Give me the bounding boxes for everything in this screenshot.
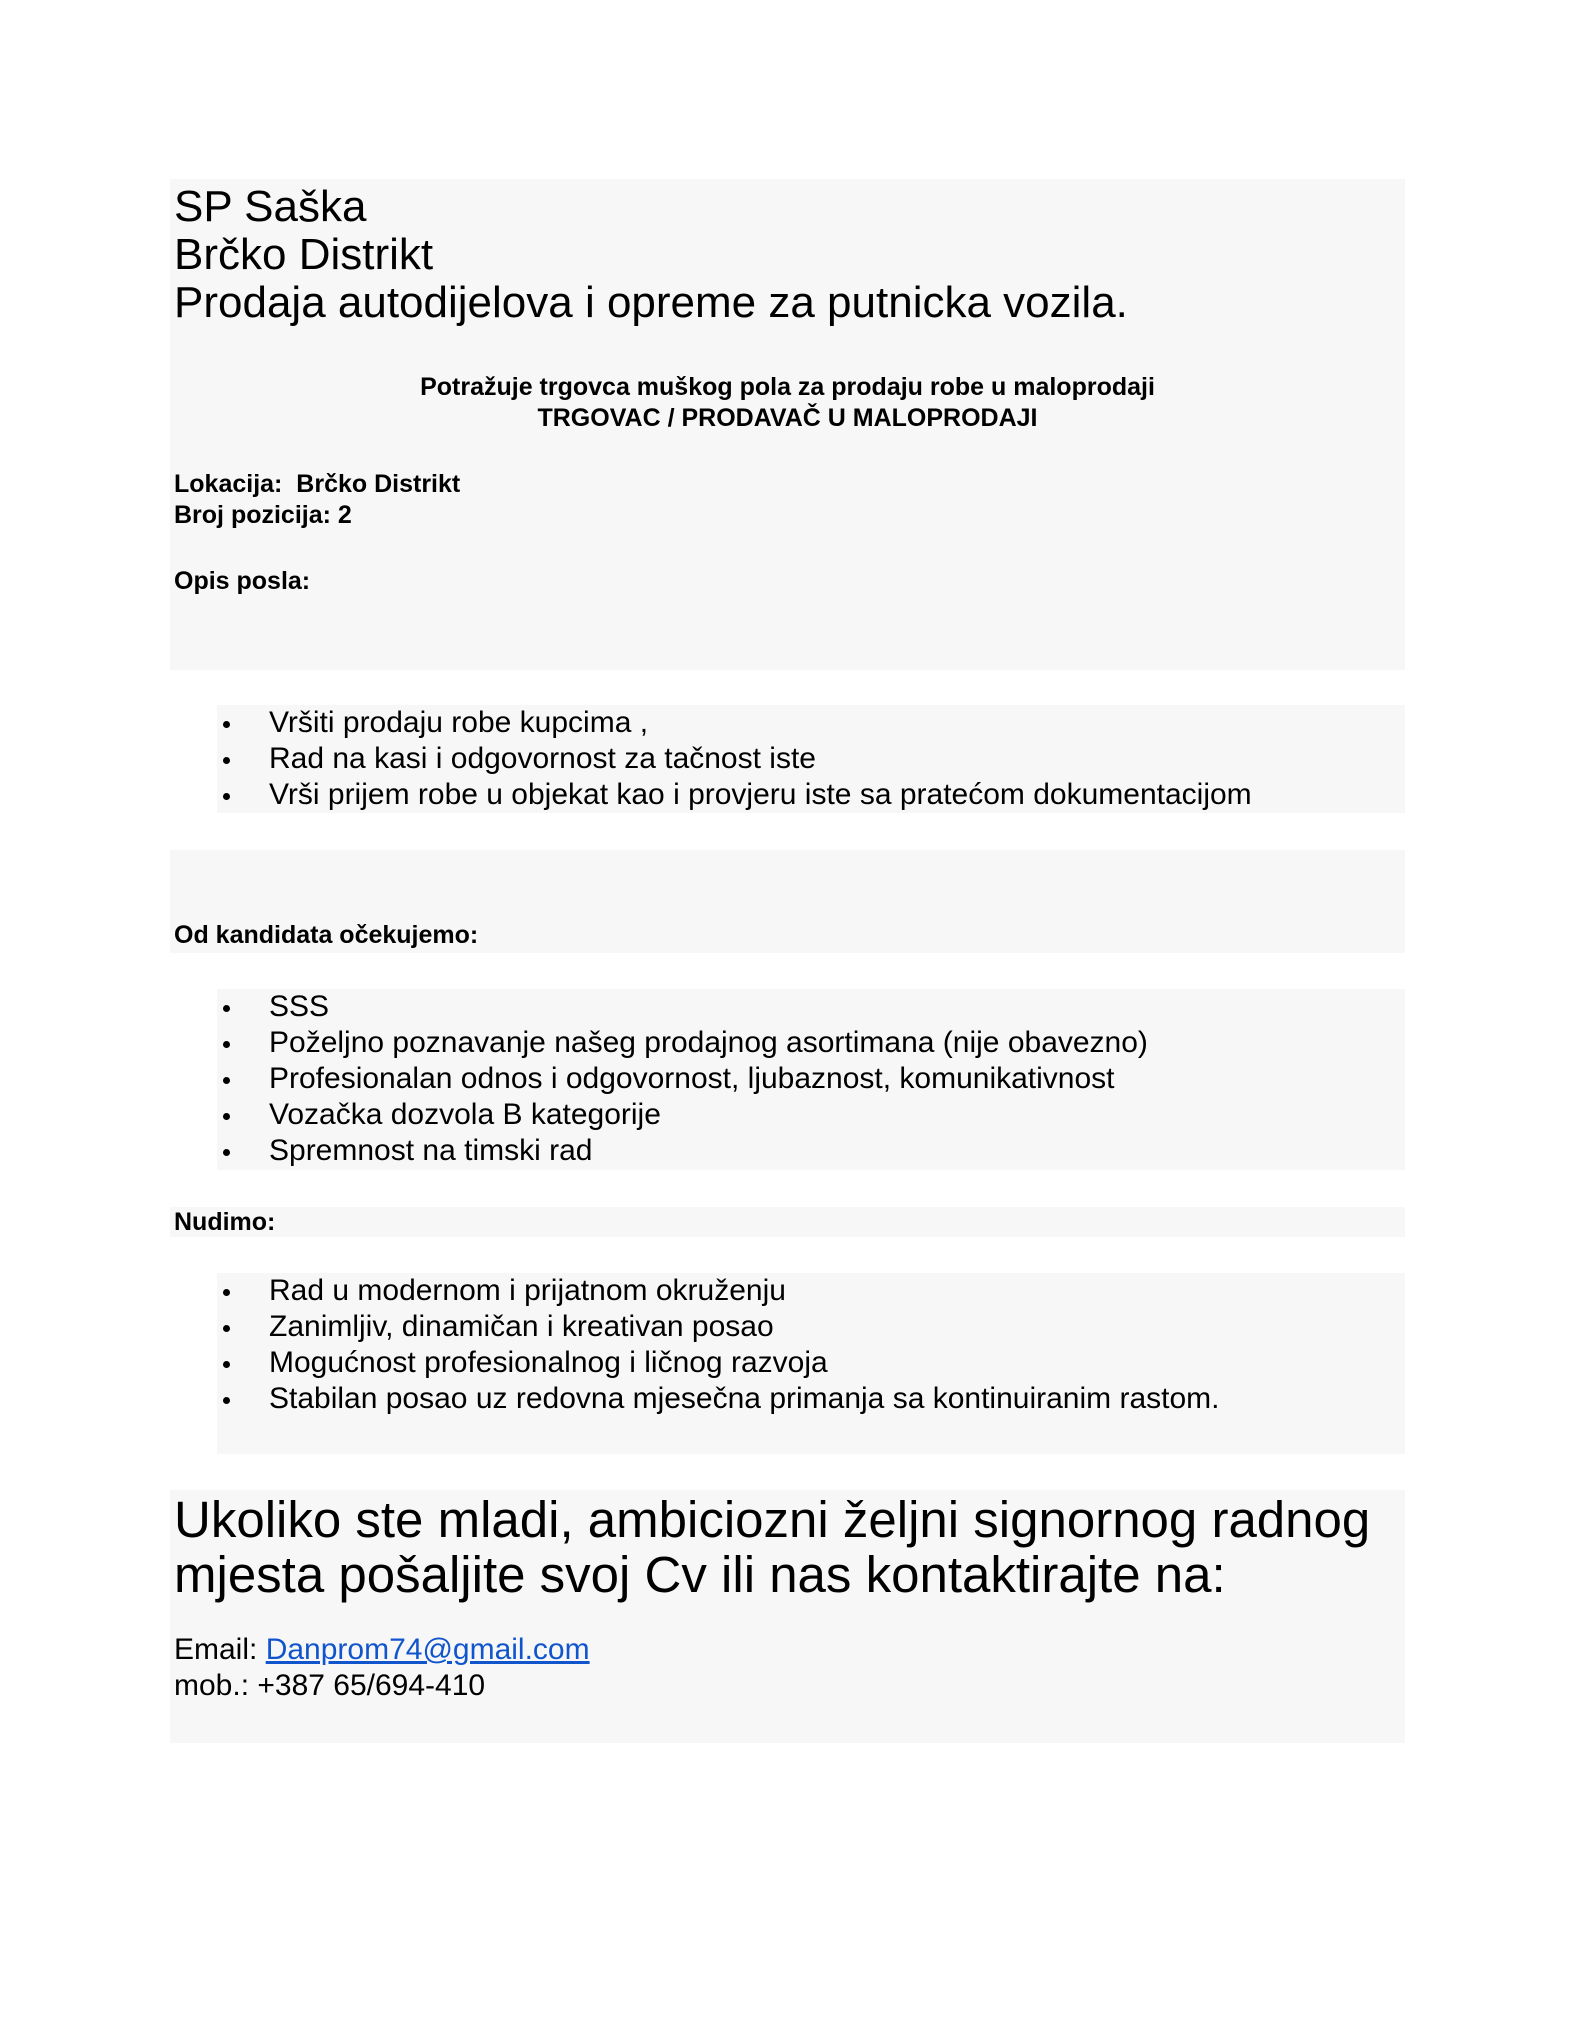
location-value: Brčko Distrikt	[296, 470, 461, 498]
email-line	[174, 1632, 1374, 1668]
email-link[interactable]: Danprom74@gmail.com	[265, 1633, 590, 1666]
positions-value: 2	[337, 501, 352, 529]
company-location: Brčko Distrikt	[174, 230, 434, 279]
offer-label-block	[170, 1207, 1405, 1237]
list-item: Stabilan posao uz redovna mjesečna primanja sa kontinuiranim rastom.	[217, 1381, 1405, 1417]
list-item: Vrši prijem robe u objekat kao i provjeru iste sa pratećom dokumentacijom	[217, 777, 1405, 813]
company-name: SP Saška	[174, 182, 367, 231]
call-to-action-line-1: Ukoliko ste mladi, ambiciozni željni signornog radnog	[174, 1491, 1371, 1548]
location-line	[174, 469, 1394, 500]
phone-line	[174, 1668, 1374, 1704]
list-item: Vozačka dozvola B kategorije	[217, 1097, 1405, 1133]
position-title: TRGOVAC / PRODAVAČ U MALOPRODAJI	[537, 404, 1038, 432]
positions-line	[174, 500, 1394, 531]
offer-label: Nudimo:	[174, 1208, 276, 1236]
expectations-label: Od kandidata očekujemo:	[174, 921, 479, 949]
call-to-action-line-2: mjesta pošaljite svoj Cv ili nas kontaktirajte na:	[174, 1546, 1226, 1603]
company-description: Prodaja autodijelova i opreme za putnicka vozila.	[174, 278, 1128, 327]
expectations-block	[217, 989, 1405, 1170]
list-item: Rad u modernom i prijatnom okruženju	[217, 1273, 1405, 1309]
email-label: Email:	[174, 1633, 258, 1666]
positions-label: Broj pozicija:	[174, 501, 331, 529]
location-label: Lokacija:	[174, 470, 283, 498]
list-item: Spremnost na timski rad	[217, 1133, 1405, 1169]
list-item: Rad na kasi i odgovornost za tačnost iste	[217, 741, 1405, 777]
job-description-label: Opis posla:	[174, 567, 311, 595]
header-block	[170, 179, 1405, 670]
contact-block	[170, 1490, 1405, 1743]
list-item: Vršiti prodaju robe kupcima ,	[217, 705, 1405, 741]
list-item: Poželjno poznavanje našeg prodajnog asortimana (nije obavezno)	[217, 1025, 1405, 1061]
list-item: Profesionalan odnos i odgovornost, ljubaznost, komunikativnost	[217, 1061, 1405, 1097]
list-item: SSS	[217, 989, 1405, 1025]
offer-block	[217, 1273, 1405, 1454]
list-item: Zanimljiv, dinamičan i kreativan posao	[217, 1309, 1405, 1345]
expectations-label-block	[170, 850, 1405, 953]
phone-value: +387 65/694-410	[257, 1669, 486, 1702]
phone-label: mob.:	[174, 1669, 250, 1702]
list-item: Mogućnost profesionalnog i ličnog razvoja	[217, 1345, 1405, 1381]
duties-block	[217, 705, 1405, 813]
ad-subtitle: Potražuje trgovca muškog pola za prodaju robe u maloprodaji	[420, 373, 1155, 401]
